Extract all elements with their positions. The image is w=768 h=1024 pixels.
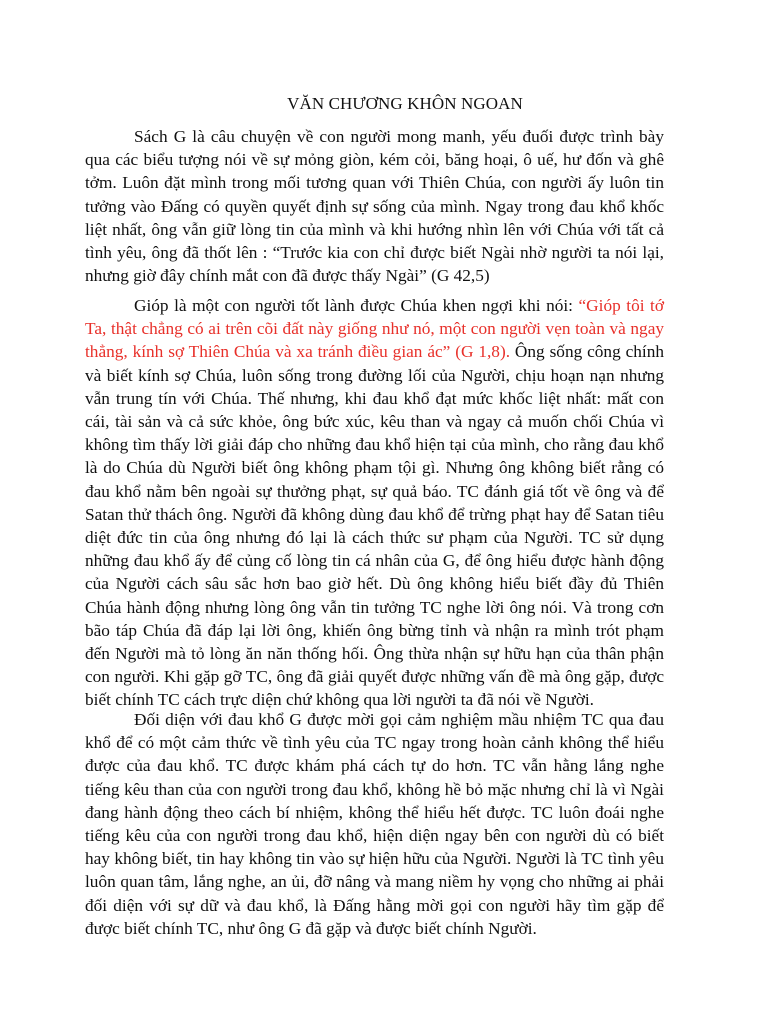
paragraph-3: Đối diện với đau khổ G được mời gọi cảm nghiệm mầu nhiệm TC qua đau khổ để có một cảm thức về tình yêu của TC ngay trong hoàn cảnh không thể hiểu được của đau khổ. TC được khám phá cách tự do hơn. TC vẫn hằng lắng nghe tiếng kêu than của con người trong đau khổ, không hề bỏ mặc nhưng chỉ là vì Ngài đang hành động theo cách bí nhiệm, không thể hiểu hết được. TC luôn đoái nghe tiếng kêu của con người trong đau khổ, hiện diện ngay bên con người dù có biết hay không biết, tin hay không tin vào sự hiện hữu của Người. Người là TC tình yêu luôn quan tâm, lắng nghe, an ủi, đỡ nâng và mang niềm hy vọng cho những ai phải đối diện với sự dữ và đau khổ, là Đấng hằng mời gọi con người hãy tìm gặp để được biết chính TC, như ông G đã gặp và được biết chính Người. bbox=[85, 710, 664, 938]
paragraph-2-intro: Gióp là một con người tốt lành được Chúa khen ngợi khi nói: bbox=[134, 296, 579, 315]
document-title: VĂN CHƯƠNG KHÔN NGOAN bbox=[287, 94, 523, 113]
paragraph-2-body: Ông sống công chính và biết kính sợ Chúa, luôn sống trong đường lối của Người, chịu hoạn nạn nhưng vẫn trung tín với Chúa. Thế nhưng, khi đau khổ đạt mức khốc liệt nhất: mất con cái, tài sản và cả sức khỏe, ông bức xúc, kêu than và ngay cả muốn chối Chúa vì không tìm thấy lời giải đáp cho những đau khổ hiện tại của mình, cho rằng đau khổ là do Chúa dù Người biết ông không phạm tội gì. Nhưng ông không biết rằng có đau khổ nằm bên ngoài sự thưởng phạt, sự quả báo. TC đánh giá tốt về ông và để Satan thử thách ông. Người đã không dùng đau khổ để trừng phạt hay để Satan tiêu diệt đức tin của ông nhưng đó lại là cách thức sư phạm của Người. TC sử dụng những đau khổ ấy để củng cố lòng tin cá nhân của G, để ông hiểu được hành động của Người cách sâu sắc hơn bao giờ hết. Dù ông không hiểu biết đầy đủ Thiên Chúa hành động nhưng lòng ông vẫn tin tưởng TC nghe lời ông nói. Và trong cơn bão táp Chúa đã đáp lại lời ông, khiến ông bừng tỉnh và nhận ra mình trót phạm đến Người mà tỏ lòng ăn năn thống hối. Ông thừa nhận sự hữu hạn của thân phận con người. Khi gặp gỡ TC, ông đã giải quyết được những vấn đề mà ông gặp, được biết chính TC cách trực diện chứ không qua lời người ta đã nói về Người. bbox=[85, 342, 664, 710]
paragraph-2 bbox=[85, 294, 664, 712]
paragraph-1: Sách G là câu chuyện về con người mong manh, yếu đuối được trình bày qua các biểu tượng nói về sự mỏng giòn, kém cỏi, băng hoại, ô uế, hư đốn và ghê tởm. Luôn đặt mình trong mối tương quan với Thiên Chúa, con người ấy luôn tin tưởng vào Đấng có quyền quyết định sự sống của mình. Ngay trong đau khổ khốc liệt nhất, ông vẫn giữ lòng tin của mình và khi hướng nhìn lên với Chúa với tất cả tình yêu, ông đã thốt lên : “Trước kia con chỉ được biết Ngài nhờ người ta nói lại, nhưng giờ đây chính mắt con đã được thấy Ngài” (G 42,5) bbox=[85, 127, 664, 286]
paragraph-2-quote: “Gióp tôi tớ Ta, thật chẳng có ai trên cõi đất này giống như nó, một con người vẹn toàn và ngay thẳng, kính sợ Thiên Chúa và xa tránh điều gian ác” (G 1,8). bbox=[85, 296, 664, 362]
